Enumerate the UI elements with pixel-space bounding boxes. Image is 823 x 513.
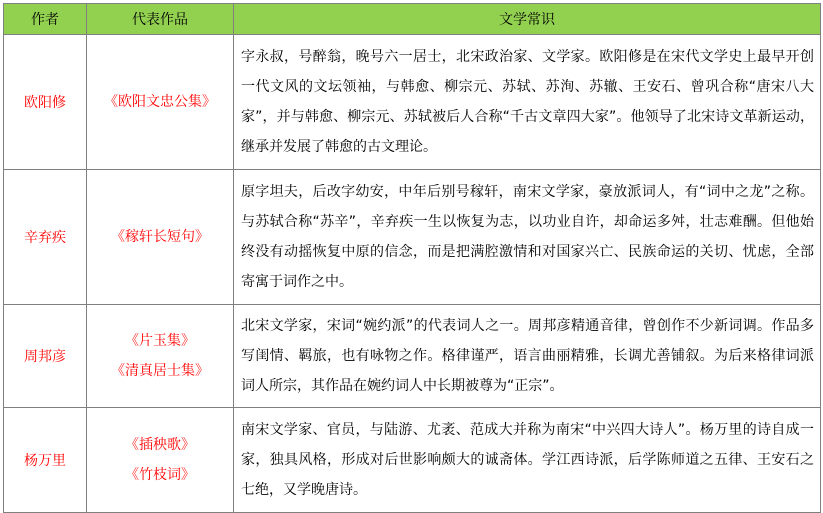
works-cell <box>87 305 234 408</box>
work-title: 《竹枝词》 <box>125 467 195 483</box>
works-cell <box>87 408 234 513</box>
header-author: 作者 <box>4 4 87 35</box>
literature-table <box>3 3 821 513</box>
knowledge-cell: 北宋文学家，宋词“婉约派”的代表词人之一。周邦彦精通音律，曾创作不少新词调。作品多写闺情、羁旅，也有咏物之作。格律谨严，语言曲丽精雅，长调尤善铺叙。为后来格律词派词人所宗，其作品在婉约词人中长期被尊为“正宗”。 <box>234 305 821 408</box>
knowledge-cell: 原字坦夫，后改字幼安，中年后别号稼轩，南宋文学家，豪放派词人，有“词中之龙”之称。与苏轼合称“苏辛”，辛弃疾一生以恢复为志，以功业自许，却命运多舛，壮志难酬。但他始终没有动摇恢复中原的信念，而是把满腔激情和对国家兴亡、民族命运的关切、忧虑，全部寄寓于词作之中。 <box>234 170 821 305</box>
table-row <box>4 170 821 305</box>
works-cell <box>87 35 234 170</box>
knowledge-cell: 字永叔，号醉翁，晚号六一居士，北宋政治家、文学家。欧阳修是在宋代文学史上最早开创一代文风的文坛领袖，与韩愈、柳宗元、苏轼、苏洵、苏辙、王安石、曾巩合称“唐宋八大家”，并与韩愈、柳宗元、苏轼被后人合称“千古文章四大家”。他领导了北宋诗文革新运动，继承并发展了韩愈的古文理论。 <box>234 35 821 170</box>
author-cell: 杨万里 <box>4 408 87 513</box>
work-title: 《清真居士集》 <box>111 363 209 379</box>
table-row <box>4 305 821 408</box>
works-cell <box>87 170 234 305</box>
work-title: 《片玉集》 <box>125 333 195 349</box>
author-cell: 辛弃疾 <box>4 170 87 305</box>
table-row <box>4 35 821 170</box>
work-title: 《稼轩长短句》 <box>111 229 209 245</box>
author-cell: 欧阳修 <box>4 35 87 170</box>
author-cell: 周邦彦 <box>4 305 87 408</box>
table-row <box>4 408 821 513</box>
header-row <box>4 4 821 35</box>
work-title: 《欧阳文忠公集》 <box>104 94 216 110</box>
work-title: 《插秧歌》 <box>125 437 195 453</box>
header-knowledge: 文学常识 <box>234 4 821 35</box>
knowledge-cell: 南宋文学家、官员，与陆游、尤袤、范成大并称为南宋“中兴四大诗人”。杨万里的诗自成一家，独具风格，形成对后世影响颇大的诚斋体。学江西诗派，后学陈师道之五律、王安石之七绝，又学晚唐诗。 <box>234 408 821 513</box>
header-works: 代表作品 <box>87 4 234 35</box>
